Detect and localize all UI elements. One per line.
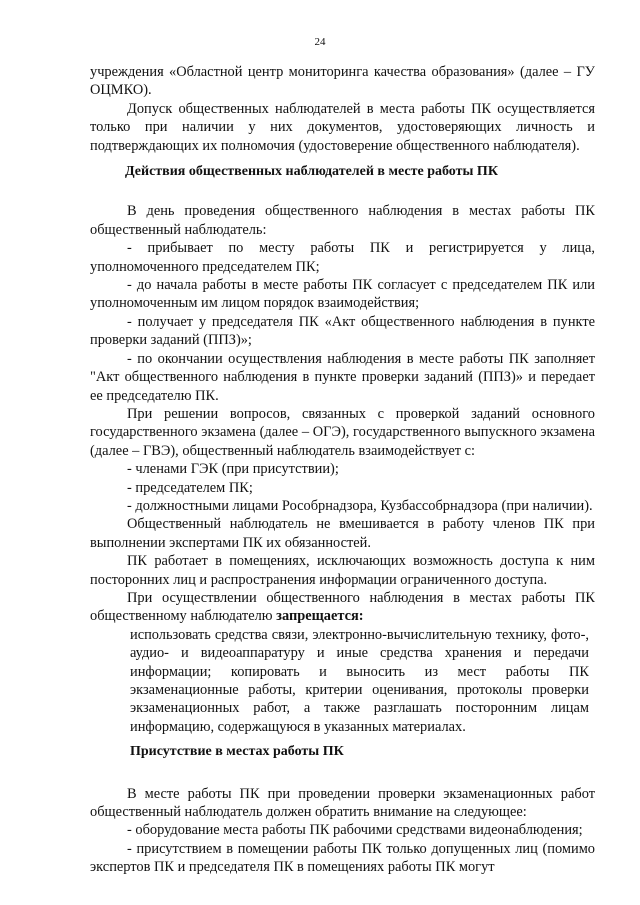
section-heading-presence: Присутствие в местах работы ПК (130, 744, 344, 760)
list-item: - по окончании осуществления наблюдения в месте работы ПК заполняет "Акт общественного наблюдения в пункте проверки заданий (ППЗ)» и передает ее председателю ПК. (90, 350, 595, 404)
document-body (90, 63, 595, 877)
paragraph-attention: В месте работы ПК при проведении проверки экзаменационных работ общественный наблюдатель должен обратить внимание на следующее: (90, 785, 595, 821)
list-item: - получает у председателя ПК «Акт общественного наблюдения в пункте проверки заданий (ППЗ)»; (90, 313, 595, 349)
prohibited-block (90, 626, 595, 736)
list-item: - прибывает по месту работы ПК и регистрируется у лица, уполномоченного председателем ПК; (90, 240, 595, 275)
paragraph-non-interference: Общественный наблюдатель не вмешивается в работу членов ПК при выполнении экспертами ПК их обязанностей. (90, 516, 595, 551)
paragraph-admission: Допуск общественных наблюдателей в места работы ПК осуществляется только при наличии у них документов, удостоверяющих личность и подтверждающих их полномочия (удостоверение общественного наблюдателя). (90, 100, 595, 154)
list-item: - присутствием в помещении работы ПК только допущенных лиц (помимо экспертов ПК и председателя ПК в помещениях работы ПК могут (90, 840, 595, 876)
prohibited-word: запрещается: (276, 608, 364, 625)
paragraph-interaction: При решении вопросов, связанных с проверкой заданий основного государственного экзамена (далее – ОГЭ), государственного выпускного экзамена (далее – ГВЭ), общественный наблюдатель взаимодействует с: (90, 405, 595, 459)
paragraph-org-name: учреждения «Областной центр мониторинга качества образования» (далее – ГУ ОЦМКО). (90, 64, 595, 99)
page-number: 24 (314, 36, 326, 48)
list-item: - до начала работы в месте работы ПК согласует с председателем ПК или уполномоченным им лицом порядок взаимодействия; (90, 277, 595, 312)
list-item: - должностными лицами Рособрнадзора, Кузбассобрнадзора (при наличии). (127, 497, 593, 514)
paragraph-premises: ПК работает в помещениях, исключающих возможность доступа к ним посторонних лиц и распространения информации ограниченного доступа. (90, 553, 595, 588)
prohibited-intro: При осуществлении общественного наблюдения в местах работы ПК общественному наблюдателю (90, 589, 595, 625)
paragraph-observation-day: В день проведения общественного наблюдения в местах работы ПК общественный наблюдатель: (90, 203, 595, 238)
list-item: - членами ГЭК (при присутствии); (127, 461, 339, 478)
paragraph-prohibited-actions: использовать средства связи, электронно-вычислительную технику, фото-, аудио- и видеоаппаратуру и иные средства хранения и передачи информации; копировать и выносить из мест работы ПК экзаменационные работы, критерии оценивания, протоколы проверки экзаменационных работ, а также разглашать посторонним лицам информацию, содержащуюся в указанных материалах. (130, 626, 589, 735)
section-heading-actions: Действия общественных наблюдателей в месте работы ПК (125, 164, 498, 180)
paragraph-prohibited (90, 589, 595, 626)
list-item: - председателем ПК; (127, 479, 253, 496)
list-item: - оборудование места работы ПК рабочими средствами видеонаблюдения; (127, 822, 583, 839)
